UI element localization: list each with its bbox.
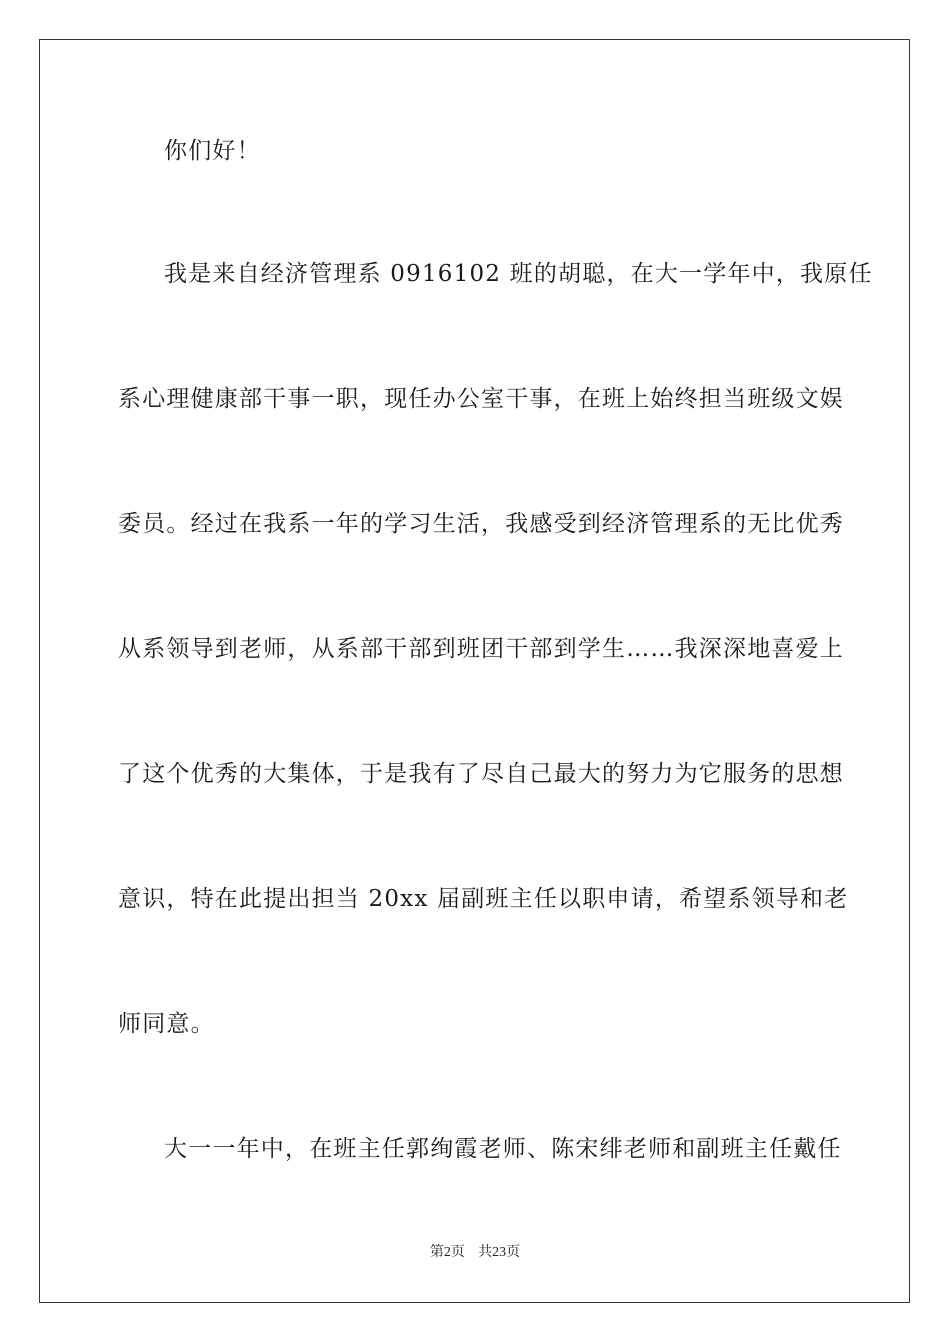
page-unit: 页	[450, 1244, 465, 1260]
page-border	[39, 39, 910, 1303]
paragraph-1-line-2: 系心理健康部干事一职，现任办公室干事，在班上始终担当班级文娱	[118, 386, 844, 412]
paragraph-1-line-7: 师同意。	[118, 1011, 215, 1037]
paragraph-1-line-6: 意识，特在此提出担当 20xx 届副班主任以职申请，希望系领导和老	[118, 886, 849, 912]
paragraph-1-line-1: 我是来自经济管理系 0916102 班的胡聪，在大一学年中，我原任	[164, 261, 873, 287]
paragraph-2-line-1: 大一一年中，在班主任郭绚霞老师、陈宋绯老师和副班主任戴任	[164, 1136, 842, 1162]
greeting-line: 你们好！	[164, 138, 261, 164]
total-unit: 页	[506, 1244, 521, 1260]
page-label: 第	[429, 1244, 444, 1260]
paragraph-1-line-4: 从系领导到老师，从系部干部到班团干部到学生……我深深地喜爱上	[118, 636, 844, 662]
total-label: 共	[478, 1244, 493, 1260]
paragraph-1-line-3: 委员。经过在我系一年的学习生活，我感受到经济管理系的无比优秀	[118, 511, 844, 537]
page-footer	[0, 1243, 950, 1262]
total-pages: 23	[492, 1245, 507, 1260]
paragraph-1-line-5: 了这个优秀的大集体，于是我有了尽自己最大的努力为它服务的思想	[118, 761, 844, 787]
page-number: 2	[443, 1245, 451, 1260]
